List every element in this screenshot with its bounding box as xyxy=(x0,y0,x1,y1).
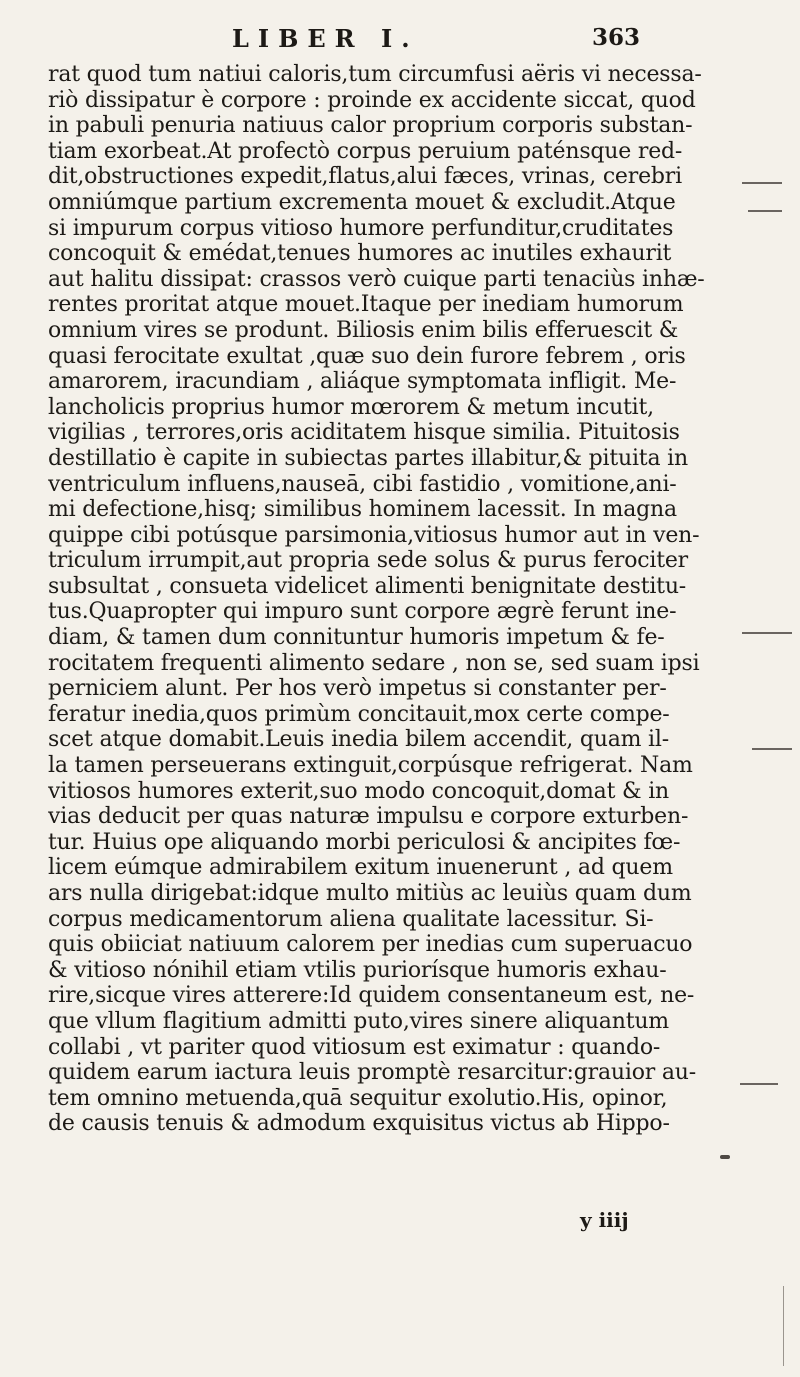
text-line: tur. Huius ope aliquando morbi periculosi & ancipites fœ- xyxy=(48,829,681,855)
text-line: mi defectione,hisq; similibus hominem lacessit. In magna xyxy=(48,497,677,523)
margin-mark xyxy=(740,1083,778,1085)
text-line: & vitioso nónihil etiam vtilis puriorísque humoris exhau- xyxy=(48,957,667,983)
margin-mark xyxy=(748,210,782,212)
text-line: feratur inedia,quos primùm concitauit,mox certe compe- xyxy=(48,701,670,727)
text-line: quasi ferocitate exultat ,quæ suo dein furore febrem , oris xyxy=(48,343,686,369)
text-line: quippe cibi potúsque parsimonia,vitiosus humor aut in ven- xyxy=(48,522,700,548)
page-edge-line xyxy=(783,1286,784,1366)
text-line: tiam exorbeat.At profectò corpus peruium paténsque red- xyxy=(48,138,683,164)
text-line: ars nulla dirigebat:idque multo mitiùs ac leuiùs quam dum xyxy=(48,881,692,906)
body-text xyxy=(48,62,768,1137)
text-line: amarorem, iracundiam , aliáque symptomata infligit. Me- xyxy=(48,369,677,395)
text-line: vias deducit per quas naturæ impulsu e corpore exturben- xyxy=(48,804,689,830)
text-line: subsultat , consueta videlicet alimenti benignitate destitu- xyxy=(48,573,687,599)
text-line: si impurum corpus vitioso humore perfunditur,cruditates xyxy=(48,215,674,241)
text-line: quidem earum iactura leuis promptè resarcitur:grauior au- xyxy=(48,1060,696,1086)
text-line: riò dissipatur è corpore : proinde ex accidente siccat, quod xyxy=(48,87,696,113)
text-line: omniúmque partium excrementa mouet & excludit.Atque xyxy=(48,189,676,215)
text-line: in pabuli penuria natiuus calor proprium corporis substan- xyxy=(48,113,693,139)
text-line: dit,obstructiones expedit,flatus,alui fæces, vrinas, cerebri xyxy=(48,164,682,190)
margin-dot xyxy=(720,1155,730,1159)
text-line: omnium vires se produnt. Biliosis enim bilis efferuescit & xyxy=(48,317,679,343)
text-line: la tamen perseuerans extinguit,corpúsque refrigerat. Nam xyxy=(48,753,693,779)
text-line: concoquit & emédat,tenues humores ac inutiles exhaurit xyxy=(48,241,672,267)
text-line: tem omnino metuenda,quā sequitur exolutio.His, opinor, xyxy=(48,1085,668,1111)
text-line: rocitatem frequenti alimento sedare , non se, sed suam ipsi xyxy=(48,650,700,676)
running-head: LIBER I. xyxy=(232,24,419,53)
text-line: collabi , vt pariter quod vitiosum est eximatur : quando- xyxy=(48,1034,661,1060)
page-header xyxy=(0,24,800,60)
text-line: vitiosos humores exterit,suo modo concoquit,domat & in xyxy=(48,778,670,804)
margin-mark xyxy=(752,748,792,750)
text-line: que vllum flagitium admitti puto,vires sinere aliquantum xyxy=(48,1008,669,1034)
text-line: vigilias , terrores,oris aciditatem hisque similia. Pituitosis xyxy=(48,420,680,446)
text-line: tus.Quapropter qui impuro sunt corpore ægrè ferunt ine- xyxy=(48,599,677,625)
text-line: corpus medicamentorum aliena qualitate lacessitur. Si- xyxy=(48,906,654,932)
text-line: rat quod tum natiui caloris,tum circumfusi aëris vi necessa- xyxy=(48,62,702,87)
text-line: aut halitu dissipat: crassos verò cuique parti tenaciùs inhæ- xyxy=(48,266,705,292)
margin-mark xyxy=(742,632,792,634)
text-line: lancholicis proprius humor mœrorem & metum incutit, xyxy=(48,394,654,420)
text-line: scet atque domabit.Leuis inedia bilem accendit, quam il- xyxy=(48,727,669,753)
text-line: licem eúmque admirabilem exitum inuenerunt , ad quem xyxy=(48,855,673,881)
signature-mark: y iiij xyxy=(580,1208,629,1232)
text-line: rentes proritat atque mouet.Itaque per inediam humorum xyxy=(48,292,684,318)
margin-mark xyxy=(742,182,782,184)
text-line: triculum irrumpit,aut propria sede solus & purus ferociter xyxy=(48,548,688,574)
page-number: 363 xyxy=(592,24,641,51)
text-line: de causis tenuis & admodum exquisitus victus ab Hippo- xyxy=(48,1111,670,1137)
text-line: destillatio è capite in subiectas partes illabitur,& pituita in xyxy=(48,445,688,471)
text-line: diam, & tamen dum connituntur humoris impetum & fe- xyxy=(48,625,665,651)
text-line: perniciem alunt. Per hos verò impetus si constanter per- xyxy=(48,676,667,702)
text-line: quis obiiciat natiuum calorem per inedias cum superuacuo xyxy=(48,932,693,958)
page-footer xyxy=(0,1182,800,1232)
text-line: ventriculum influens,nauseā, cibi fastidio , vomitione,ani- xyxy=(48,471,677,497)
text-line: rire,sicque vires atterere:Id quidem consentaneum est, ne- xyxy=(48,983,695,1009)
